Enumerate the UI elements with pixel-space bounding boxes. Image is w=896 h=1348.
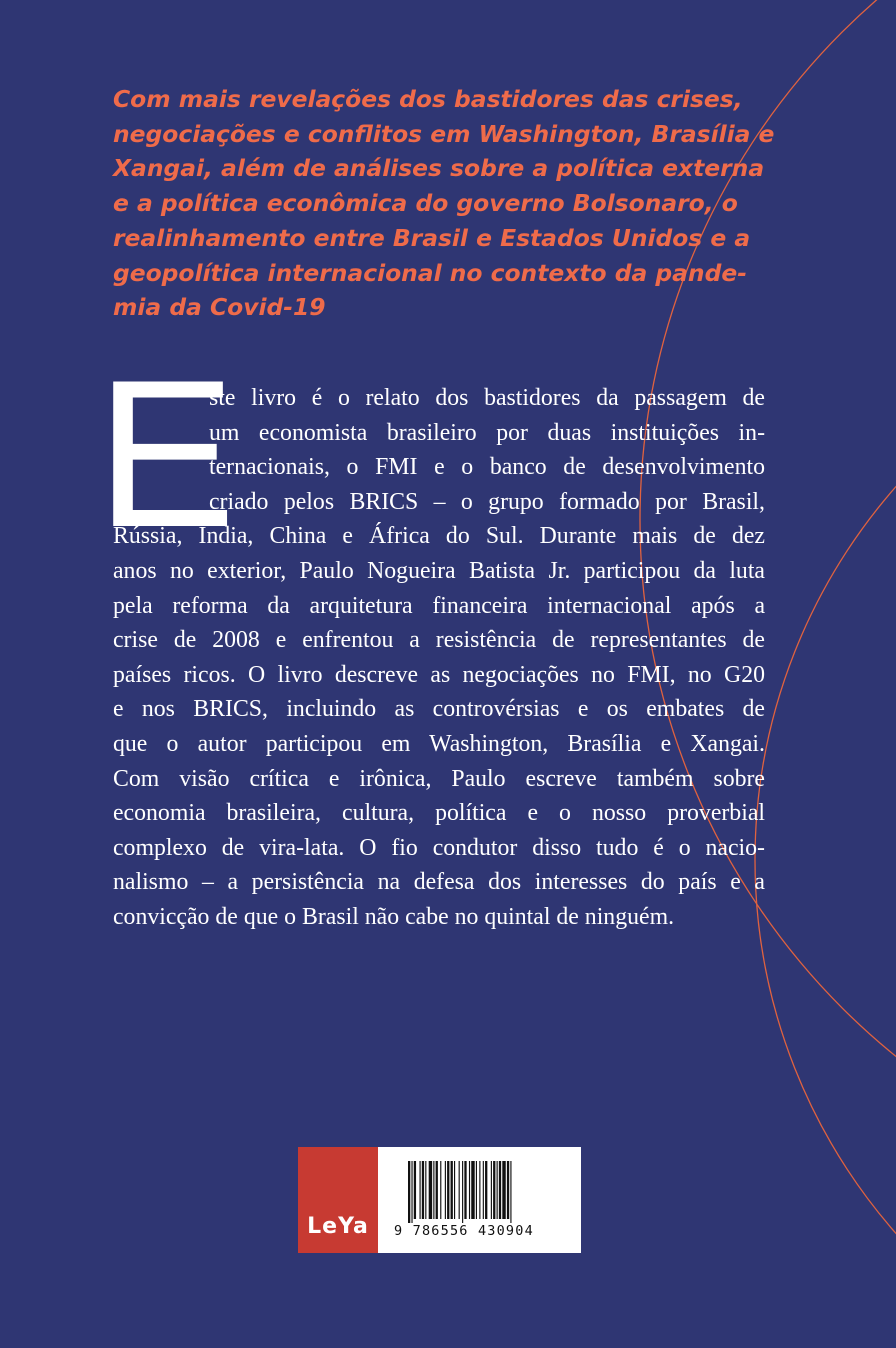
barcode-panel [378, 1147, 581, 1253]
synopsis-line: ste livro é o relato dos bastidores da passagem de [209, 385, 765, 411]
publisher-logo [298, 1147, 378, 1253]
synopsis-line: convicção de que o Brasil não cabe no quintal de ninguém. [113, 903, 675, 930]
barcode-bar [483, 1161, 484, 1219]
barcode-bar [471, 1161, 474, 1219]
tagline-line: geopolítica internacional no contexto da pande- [113, 258, 747, 287]
synopsis-line: Rússia, Índia, China e África do Sul. Durante mais de dez [113, 523, 765, 550]
tagline-line: e a política econômica do governo Bolsonaro, o [113, 189, 738, 218]
barcode-bar [491, 1161, 492, 1219]
barcode-bar [451, 1161, 453, 1219]
synopsis-text [113, 381, 765, 935]
synopsis-line: criado pelos BRICS – o grupo formado por Brasil, [209, 488, 765, 515]
barcode-graphic [408, 1161, 556, 1223]
barcode-bar [502, 1161, 505, 1219]
synopsis-line: e nos BRICS, incluindo as controvérsias e os embates de [113, 696, 765, 723]
drop-cap: E [96, 336, 237, 571]
barcode-bar [408, 1161, 410, 1223]
tagline-line: Xangai, além de análises sobre a política externa [113, 154, 765, 183]
barcode-bar [445, 1161, 446, 1219]
synopsis-line: um economista brasileiro por duas instituições in- [209, 419, 765, 446]
barcode-bar [493, 1161, 495, 1219]
barcode-bar [411, 1161, 412, 1223]
barcode-bar [485, 1161, 487, 1219]
barcode-bar [476, 1161, 477, 1219]
barcode-bar [507, 1161, 509, 1219]
barcode-bar [420, 1161, 421, 1219]
synopsis-line: que o autor participou em Washington, Brasília e Xangai. [113, 730, 765, 757]
barcode-bar [422, 1161, 424, 1219]
barcode-bar [447, 1161, 449, 1219]
tagline [113, 82, 793, 325]
tagline-line: realinhamento entre Brasil e Estados Unidos e a [113, 223, 751, 252]
cover-footer [298, 1147, 581, 1253]
publisher-logo-text: LeYa [307, 1214, 369, 1239]
synopsis-line: economia brasileira, cultura, política e o nosso proverbial [113, 800, 765, 827]
synopsis-line: países ricos. O livro descreve as negociações no FMI, no G20 [113, 661, 765, 688]
barcode-bar [433, 1161, 434, 1219]
barcode-bar [454, 1161, 455, 1219]
barcode-bar [414, 1161, 416, 1219]
synopsis-line: anos no exterior, Paulo Nogueira Batista Jr. participou da luta [113, 557, 765, 584]
synopsis-line: Com visão crítica e irônica, Paulo escreve também sobre [113, 765, 765, 792]
barcode-bar [425, 1161, 426, 1219]
synopsis-line: pela reforma da arquitetura financeira internacional após a [113, 592, 765, 619]
isbn-number: 9 786556 430904 [394, 1223, 534, 1239]
tagline-line: Com mais revelações dos bastidores das crises, [113, 85, 743, 113]
barcode-bar [479, 1161, 480, 1219]
barcode-bar [429, 1161, 432, 1219]
barcode-bar [499, 1161, 501, 1219]
synopsis-line: nalismo – a persistência na defesa dos interesses do país e a [113, 869, 765, 896]
barcode-bar [440, 1161, 441, 1219]
synopsis-line: complexo de vira-lata. O fio condutor disso tudo é o nacio- [113, 834, 765, 861]
synopsis-line: crise de 2008 e enfrentou a resistência de representantes de [113, 627, 765, 654]
barcode-bar [464, 1161, 466, 1219]
tagline-line: negociações e conflitos em Washington, Brasília e [113, 119, 775, 148]
synopsis-line: ternacionais, o FMI e o banco de desenvolvimento [209, 454, 765, 481]
barcode-bar [459, 1161, 460, 1219]
tagline-line: mia da Covid-19 [113, 293, 326, 322]
barcode-bar [510, 1161, 511, 1223]
barcode-bar [436, 1161, 438, 1219]
barcode-bar [462, 1161, 463, 1223]
barcode-bar [469, 1161, 470, 1219]
barcode-bar [497, 1161, 498, 1219]
decorative-arc-small [755, 295, 896, 1348]
